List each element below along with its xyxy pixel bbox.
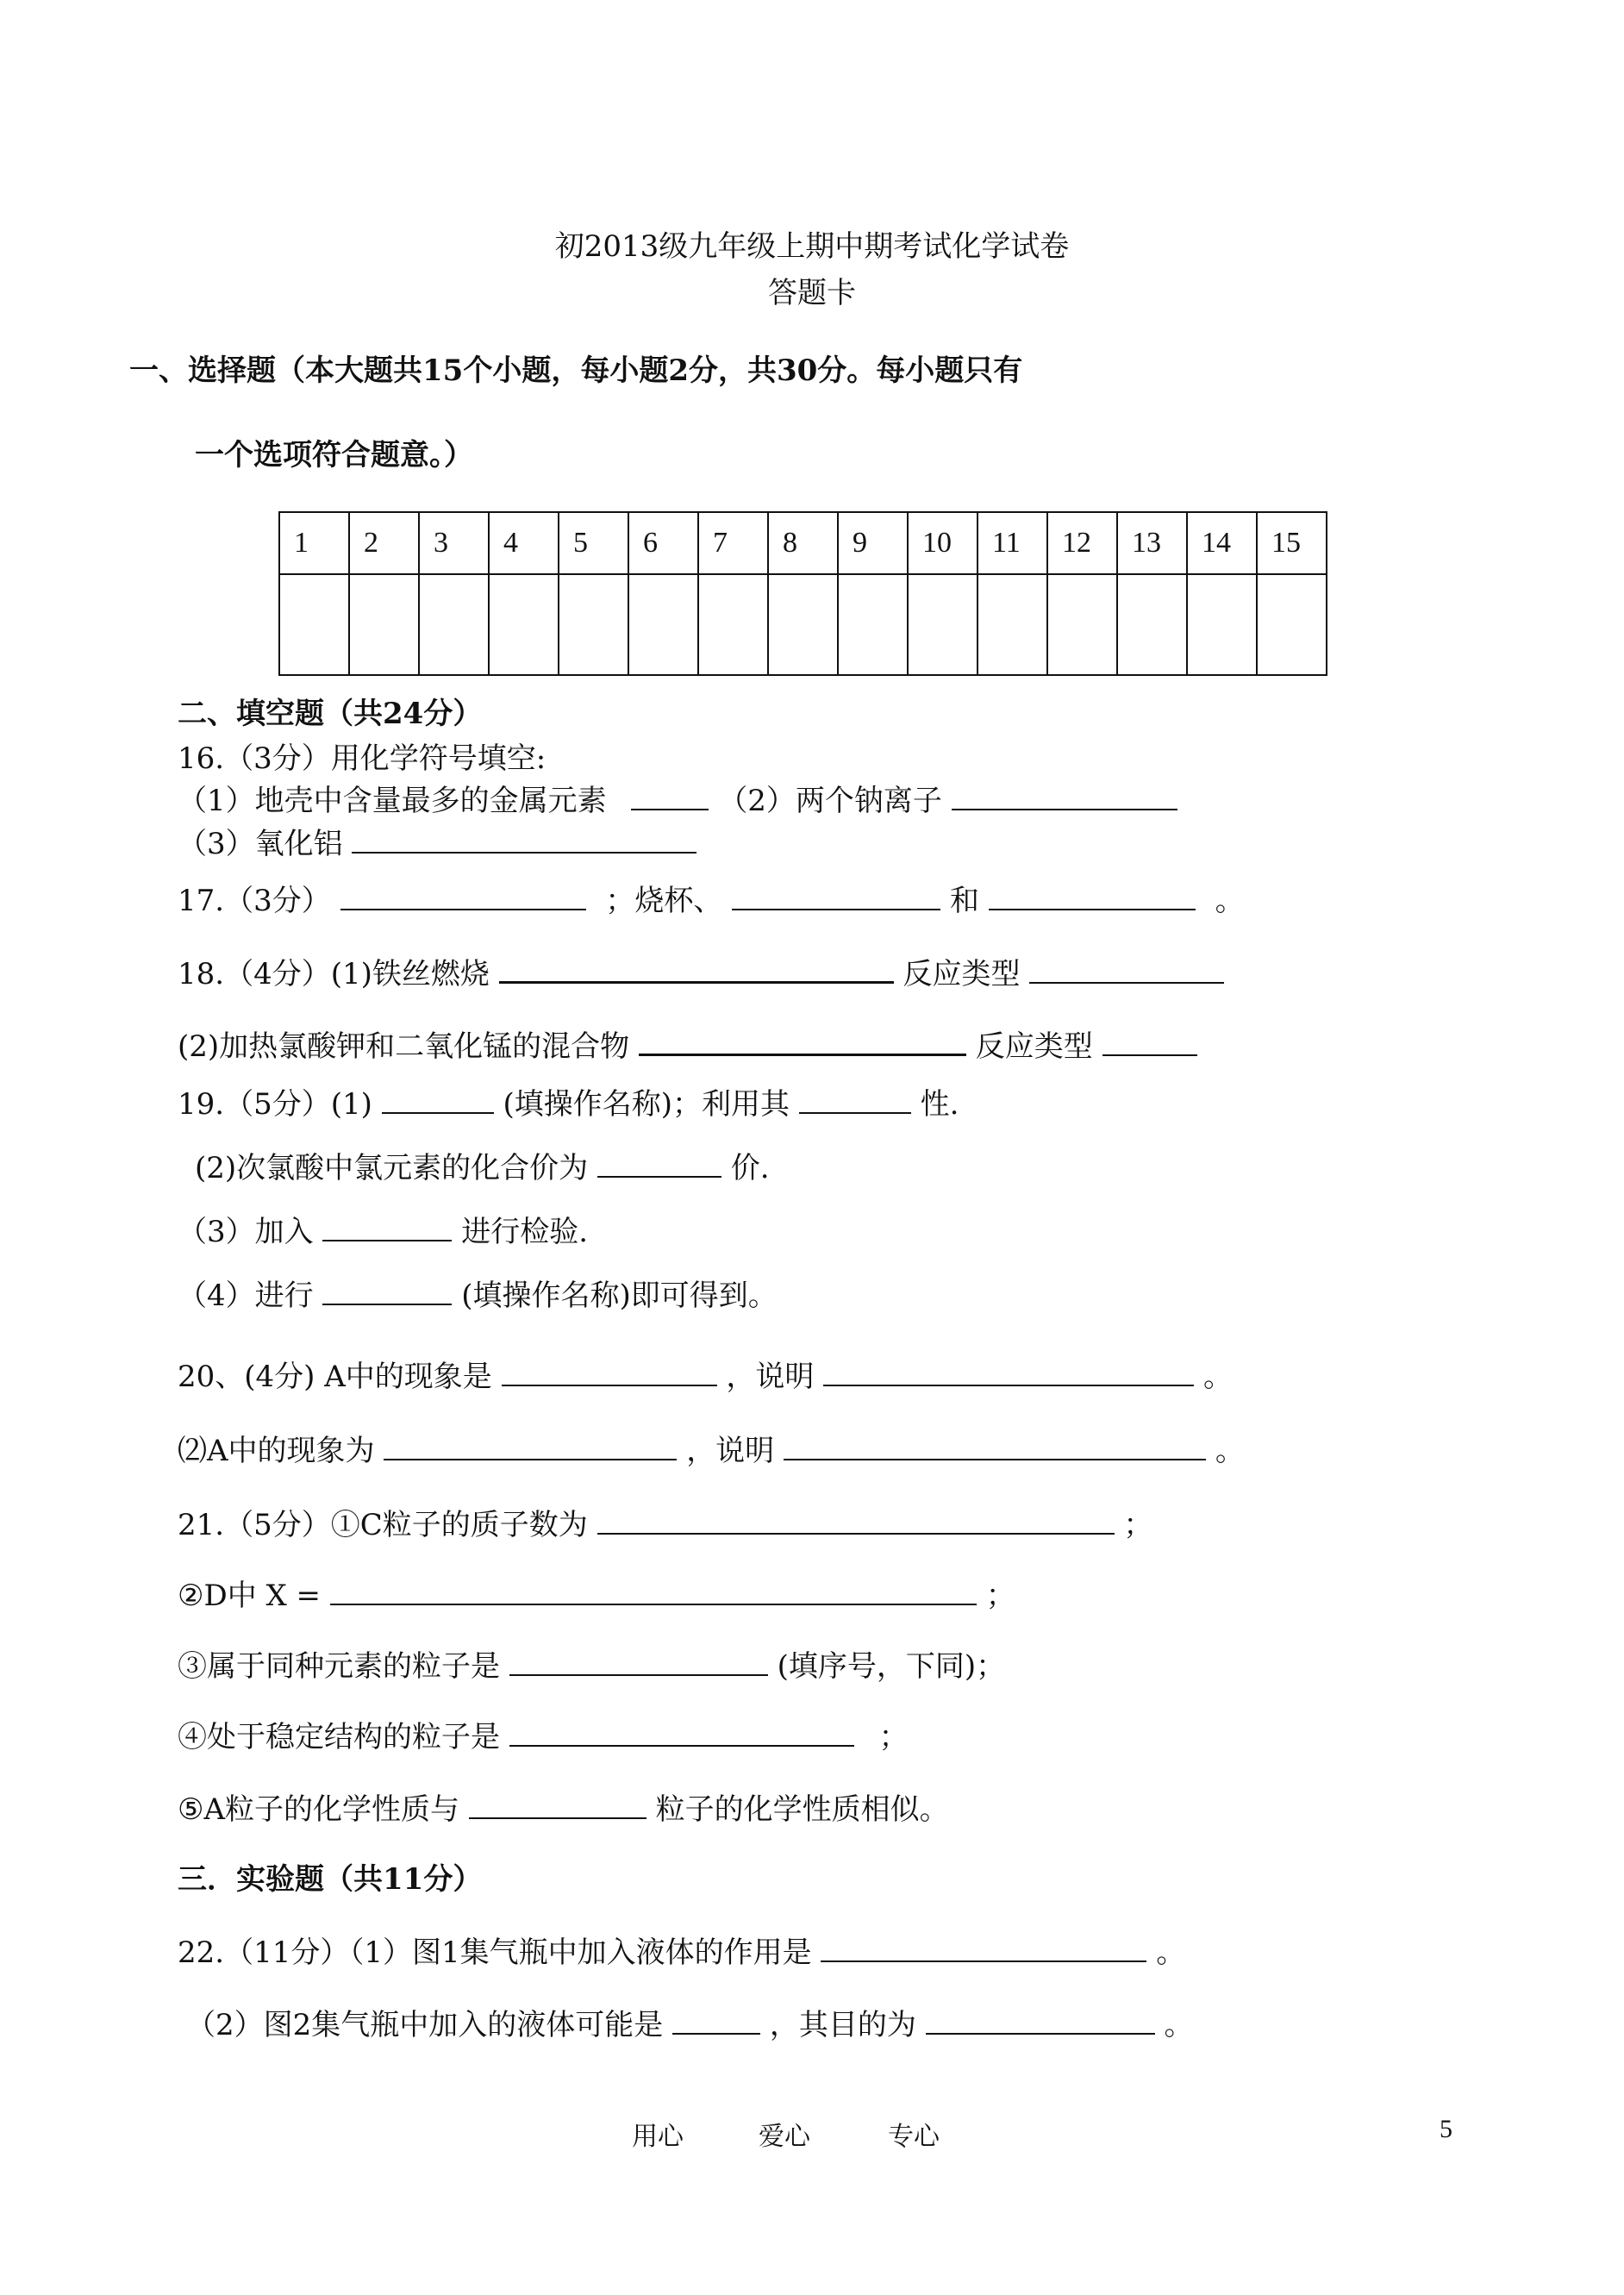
q21-part2-label: ②D中 X = — [178, 1579, 322, 1613]
answer-cell[interactable] — [559, 574, 628, 675]
page-number: 5 — [1440, 2115, 1452, 2143]
answer-grid-numbers — [279, 512, 1327, 574]
question-number: 1 — [279, 512, 349, 574]
q21-part2-end: ； — [985, 1579, 1015, 1613]
footer-motto-3: 专心 — [888, 2122, 940, 2152]
q19-text-valence: 价. — [730, 1151, 770, 1185]
question-number: 5 — [559, 512, 628, 574]
q19-property-blank[interactable] — [799, 1086, 911, 1114]
question-number: 15 — [1257, 512, 1327, 574]
q20-line2 — [178, 1433, 1245, 1468]
q21-same-element-blank[interactable] — [509, 1648, 768, 1676]
q19-part1-label: 19.（5分）(1) — [178, 1087, 372, 1122]
q17-text-beaker: ；烧杯、 — [605, 884, 723, 918]
answer-cell[interactable] — [838, 574, 908, 675]
q19-text-test: 进行检验. — [461, 1215, 589, 1249]
q17-blank3[interactable] — [989, 883, 1196, 910]
q21-line1 — [178, 1507, 1152, 1542]
q19-valence-blank[interactable] — [597, 1150, 721, 1178]
q19-text-property: 性. — [920, 1087, 959, 1122]
question-number: 13 — [1117, 512, 1187, 574]
page-title: 初2013级九年级上期中期考试化学试卷 — [554, 229, 1070, 264]
q19-part4-label: （4）进行 — [178, 1279, 314, 1313]
q16-part3-blank[interactable] — [352, 826, 696, 854]
q16-line2 — [178, 826, 696, 861]
q22-purpose-blank[interactable] — [926, 2007, 1155, 2035]
q16-part2-blank[interactable] — [952, 783, 1177, 810]
answer-cell[interactable] — [698, 574, 768, 675]
page-subtitle: 答题卡 — [768, 276, 856, 310]
q19-line4 — [178, 1278, 778, 1313]
q21-line2 — [178, 1578, 1015, 1613]
q18-line1 — [178, 955, 1224, 991]
q21-part5-label: ⑤A粒子的化学性质与 — [178, 1792, 460, 1827]
answer-cell[interactable] — [419, 574, 489, 675]
q19-part3-label: （3）加入 — [178, 1215, 314, 1249]
q16-part1-label: （1）地壳中含量最多的金属元素 — [178, 784, 607, 818]
answer-cell[interactable] — [908, 574, 978, 675]
q19-line2 — [195, 1150, 770, 1185]
answer-cell[interactable] — [279, 574, 349, 675]
q16-part1-blank[interactable] — [631, 783, 709, 810]
answer-grid — [278, 511, 1327, 676]
q18-line2 — [178, 1028, 1197, 1064]
section1-heading-line2: 一个选项符合题意。） — [195, 438, 473, 472]
q22-part2-label: （2）图2集气瓶中加入的液体可能是 — [186, 2008, 664, 2042]
question-number: 7 — [698, 512, 768, 574]
q19-text-obtain: (填操作名称)即可得到。 — [461, 1279, 778, 1313]
question-number: 12 — [1047, 512, 1117, 574]
section1-heading-line1: 一、选择题（本大题共15个小题，每小题2分，共30分。每小题只有 — [129, 353, 1023, 388]
q19-reagent-blank[interactable] — [322, 1214, 452, 1241]
question-number: 8 — [768, 512, 838, 574]
answer-cell[interactable] — [1117, 574, 1187, 675]
q22-part1-end: 。 — [1156, 1935, 1186, 1970]
q17-label: 17.（3分） — [178, 884, 331, 918]
q22-liquid-blank[interactable] — [672, 2007, 760, 2035]
q21-stable-blank[interactable] — [509, 1719, 854, 1747]
answer-grid-answers — [279, 574, 1327, 675]
footer-motto-1: 用心 — [632, 2122, 684, 2152]
q18-reaction-type-label1: 反应类型 — [903, 957, 1021, 991]
q19-operation-blank[interactable] — [382, 1086, 494, 1114]
q17-line — [178, 883, 1245, 918]
question-number: 10 — [908, 512, 978, 574]
footer-motto-2: 爱心 — [759, 2122, 810, 2152]
q16-part2-label: （2）两个钠离子 — [718, 784, 942, 818]
q21-line4 — [178, 1719, 909, 1754]
question-number: 9 — [838, 512, 908, 574]
q17-blank1[interactable] — [340, 883, 586, 910]
q20-part2-label: ⑵A中的现象为 — [178, 1434, 375, 1468]
q17-period: 。 — [1215, 884, 1245, 918]
q21-part3-label: ③属于同种元素的粒子是 — [178, 1649, 500, 1684]
q19-part2-label: (2)次氯酸中氯元素的化合价为 — [195, 1151, 589, 1185]
q21-part3-end: (填序号，下同)； — [777, 1649, 1006, 1684]
answer-cell[interactable] — [1047, 574, 1117, 675]
q21-part1-end: ； — [1123, 1508, 1153, 1542]
q22-liquid-purpose-blank[interactable] — [821, 1935, 1146, 1962]
q20-text-explain1: ，说明 — [726, 1360, 815, 1394]
question-number: 4 — [489, 512, 559, 574]
q20-phenomenon1-blank[interactable] — [502, 1359, 717, 1386]
q16-intro: 16.（3分）用化学符号填空: — [178, 741, 547, 776]
section3-heading: 三．实验题（共11分） — [178, 1862, 483, 1897]
q22-line1 — [178, 1935, 1185, 1970]
q20-period2: 。 — [1215, 1434, 1245, 1468]
q21-part1-label: 21.（5分）①C粒子的质子数为 — [178, 1508, 588, 1542]
q17-text-and: 和 — [949, 884, 979, 918]
q18-equation2-blank[interactable] — [639, 1028, 966, 1056]
q16-part3-label: （3）氧化铝 — [178, 827, 343, 861]
section2-heading: 二、填空题（共24分） — [178, 697, 483, 731]
q22-part2-end: 。 — [1164, 2008, 1194, 2042]
q20-explanation1-blank[interactable] — [823, 1359, 1194, 1386]
q20-phenomenon2-blank[interactable] — [384, 1433, 677, 1460]
q22-part2-mid: ，其目的为 — [769, 2008, 916, 2042]
q19-operation2-blank[interactable] — [322, 1278, 452, 1305]
answer-cell[interactable] — [1257, 574, 1327, 675]
answer-cell[interactable] — [978, 574, 1047, 675]
answer-cell[interactable] — [349, 574, 419, 675]
question-number: 14 — [1187, 512, 1257, 574]
q21-line3 — [178, 1648, 1005, 1684]
q22-part1-label: 22.（11分）（1）图1集气瓶中加入液体的作用是 — [178, 1935, 812, 1970]
q19-text-use: (填操作名称)；利用其 — [503, 1087, 790, 1122]
q20-period1: 。 — [1203, 1360, 1234, 1394]
q21-part5-end: 粒子的化学性质相似。 — [655, 1792, 949, 1827]
q19-line1 — [178, 1086, 959, 1122]
q21-part4-label: ④处于稳定结构的粒子是 — [178, 1720, 500, 1754]
q20-text-explain2: ，说明 — [686, 1434, 775, 1468]
q19-line3 — [178, 1214, 588, 1249]
q21-proton-blank[interactable] — [597, 1507, 1115, 1535]
q21-x-blank[interactable] — [330, 1578, 977, 1605]
q16-line1 — [178, 783, 1177, 818]
q22-line2 — [186, 2007, 1194, 2042]
q20-part1-label: 20、(4分) A中的现象是 — [178, 1360, 492, 1394]
q21-similar-blank[interactable] — [469, 1792, 646, 1819]
q18-part1-label: 18.（4分）(1)铁丝燃烧 — [178, 957, 490, 991]
answer-cell[interactable] — [1187, 574, 1257, 675]
q18-reaction-type2-blank[interactable] — [1102, 1029, 1197, 1056]
answer-cell[interactable] — [628, 574, 698, 675]
q21-part4-end: ； — [878, 1720, 909, 1754]
question-number: 11 — [978, 512, 1047, 574]
q20-line1 — [178, 1359, 1233, 1394]
answer-cell[interactable] — [489, 574, 559, 675]
q18-equation1-blank[interactable] — [499, 955, 894, 984]
answer-cell[interactable] — [768, 574, 838, 675]
question-number: 6 — [628, 512, 698, 574]
q18-reaction-type1-blank[interactable] — [1029, 956, 1224, 984]
q18-reaction-type-label2: 反应类型 — [975, 1029, 1093, 1064]
question-number: 3 — [419, 512, 489, 574]
question-number: 2 — [349, 512, 419, 574]
q18-part2-label: (2)加热氯酸钾和二氧化锰的混合物 — [178, 1029, 630, 1064]
q20-explanation2-blank[interactable] — [784, 1433, 1206, 1460]
q17-blank2[interactable] — [732, 883, 940, 910]
q21-line5 — [178, 1792, 949, 1827]
